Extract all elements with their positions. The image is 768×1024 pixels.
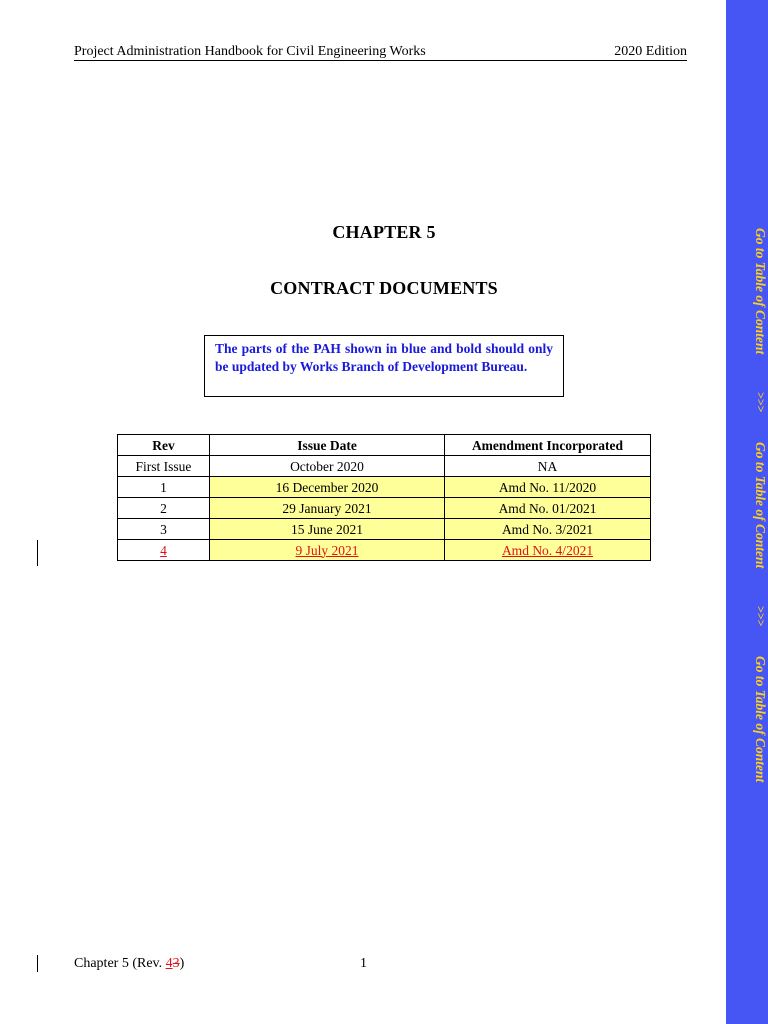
cell-issue-date: 16 December 2020 (210, 477, 445, 498)
nav-separator: >>> (754, 392, 768, 413)
change-bar (37, 955, 38, 972)
go-to-toc-link[interactable]: Go to Table of Content (753, 656, 768, 783)
cell-amendment: NA (445, 456, 651, 477)
cell-issue-date: 15 June 2021 (210, 519, 445, 540)
cell-issue-date: 29 January 2021 (210, 498, 445, 519)
chapter-subtitle: CONTRACT DOCUMENTS (270, 278, 498, 298)
cell-issue-date: October 2020 (210, 456, 445, 477)
table-row (118, 519, 651, 540)
change-bar (37, 540, 38, 566)
column-header-amendment: Amendment Incorporated (445, 435, 651, 456)
page-number: 1 (360, 956, 367, 971)
header-title: Project Administration Handbook for Civil Engineering Works (74, 44, 426, 59)
revision-text: Amd No. 4/2021 (501, 542, 594, 558)
cell-rev: First Issue (118, 456, 210, 477)
cell-amendment: Amd No. 01/2021 (445, 498, 651, 519)
table-row (118, 498, 651, 519)
revision-text: 9 July 2021 (295, 542, 359, 558)
table-header-row (118, 435, 651, 456)
side-nav-bar (726, 0, 768, 1024)
header-edition: 2020 Edition (614, 44, 687, 59)
footer-deleted-revision: 3 (172, 956, 180, 971)
footer-chapter-suffix: ) (179, 956, 185, 971)
notice-box: The parts of the PAH shown in blue and bold should only be updated by Works Branch of Development Bureau. (204, 335, 564, 397)
cell-amendment: Amd No. 3/2021 (445, 519, 651, 540)
footer-inserted-revision: 4 (165, 956, 173, 971)
chapter-title: CHAPTER 5 (332, 222, 436, 242)
cell-rev: 3 (118, 519, 210, 540)
column-header-rev: Rev (118, 435, 210, 456)
table-row (118, 456, 651, 477)
page-header (74, 43, 687, 61)
footer-chapter-prefix: Chapter 5 (Rev. (74, 956, 166, 971)
cell-amendment: Amd No. 11/2020 (445, 477, 651, 498)
cell-rev: 1 (118, 477, 210, 498)
go-to-toc-link[interactable]: Go to Table of Content (753, 442, 768, 569)
revision-text: 4 (160, 542, 167, 558)
table-row (118, 540, 651, 561)
column-header-issue-date: Issue Date (210, 435, 445, 456)
cell-rev (118, 540, 210, 561)
cell-amendment (445, 540, 651, 561)
revision-table (117, 434, 651, 561)
go-to-toc-link[interactable]: Go to Table of Content (753, 228, 768, 355)
cell-issue-date (210, 540, 445, 561)
table-row (118, 477, 651, 498)
nav-separator: >>> (754, 606, 768, 627)
cell-rev: 2 (118, 498, 210, 519)
page-footer (74, 956, 184, 972)
